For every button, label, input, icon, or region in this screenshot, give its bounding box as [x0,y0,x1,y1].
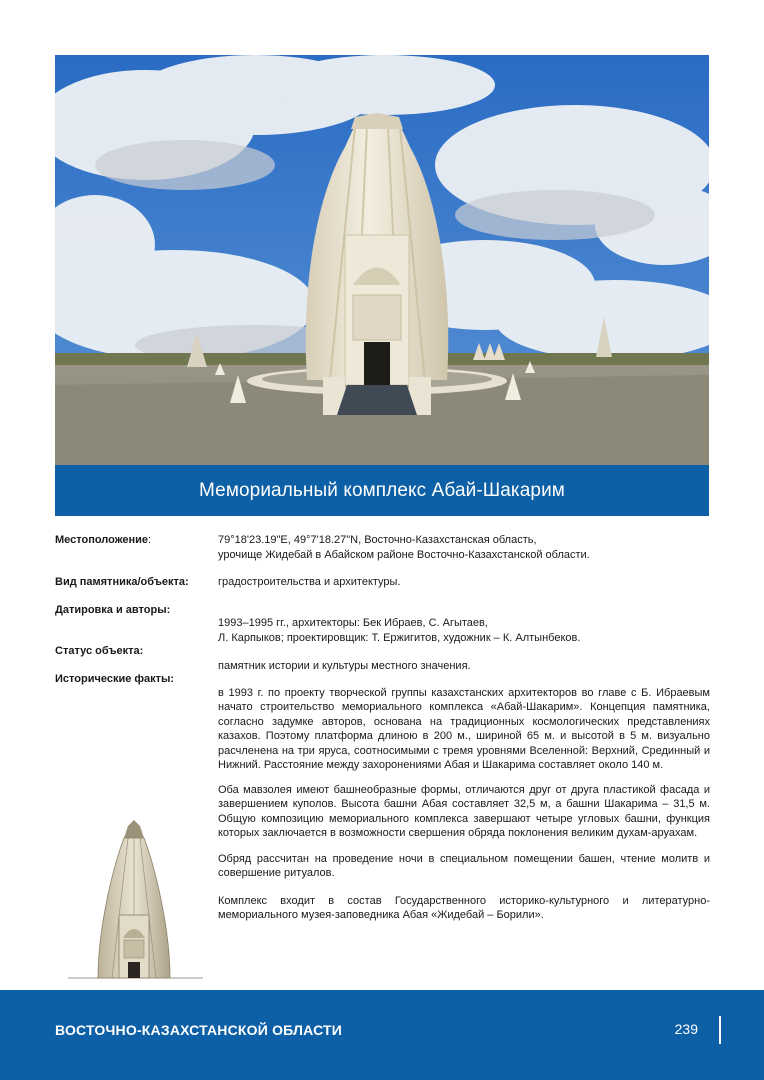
location-label [55,534,151,546]
facts-paragraph-1: в 1993 г. по проекту творческой группы казахстанских архитекторов во главе с Б. Ибраевым начато строительство мемориального комплекса «Абай-Шакарим». Концепция памятника, согласно задумке авторов, основана на традиционных космологических представлениях казахов. Поэтому платформа длиною в 200 м., шириной 65 м. и высотой в 5 м. визуально расчленена на три яруса, соотносимыми с тремя уровнями Вселенной: Верхний, Срединный и Нижний. Расстояние между захоронениями Абая и Шакарима составляет около 140 м. [218,687,710,772]
memorial-photo-drawing [55,55,709,465]
monument-title: Мемориальный комплекс Абай-Шакарим [55,465,709,516]
location-label-text: Местоположение [55,534,149,546]
type-value: градостроительства и архитектуры. [218,576,401,588]
dating-line-2: Л. Карпыков; проектировщик: Т. Ержигитов, художник – К. Алтынбеков. [218,632,581,644]
tower-drawing [68,820,203,985]
location-line-2: урочище Жидебай в Абайском районе Восточно-Казахстанской области. [218,549,590,561]
dating-value [218,616,710,646]
footer-divider [719,1016,721,1044]
location-line-1: 79°18'23.19"E, 49°7'18.27"N, Восточно-Казахстанская область, [218,534,537,546]
dating-label: Датировка и авторы: [55,604,171,616]
page-number: 239 [674,1021,698,1037]
facts-paragraph-4: Комплекс входит в состав Государственного историко-культурного и литературно-мемориального музея-заповедника Абая «Жидебай – Борили». [218,895,710,922]
status-value: памятник истории и культуры местного значения. [218,660,471,672]
dating-line-1: 1993–1995 гг., архитекторы: Бек Ибраев, С. Агытаев, [218,617,488,629]
facts-label: Исторические факты: [55,673,175,685]
status-label: Статус объекта: [55,645,144,657]
facts-paragraph-2: Оба мавзолея имеют башнеобразные формы, отличаются друг от друга пластикой фасада и завершением куполов. Высота башни Абая составляет 32,5 м, а башни Шакарима – 31,5 м. Общую композицию мемориального комплекса завершают четыре угловых башни, функция которых заключается в возможности свершения обряда поклонения великим духам-аруахам. [218,784,710,840]
type-label: Вид памятника/объекта: [55,576,189,588]
memorial-photo [55,55,709,465]
footer-region-name: ВОСТОЧНО-КАЗАХСТАНСКОЙ ОБЛАСТИ [55,1022,343,1038]
location-value [218,533,710,563]
location-label-colon: : [148,534,152,546]
tower-drawing-svg [68,820,203,985]
facts-paragraph-3: Обряд рассчитан на проведение ночи в специальном помещении башен, чтение молитв и совершение ритуалов. [218,853,710,880]
